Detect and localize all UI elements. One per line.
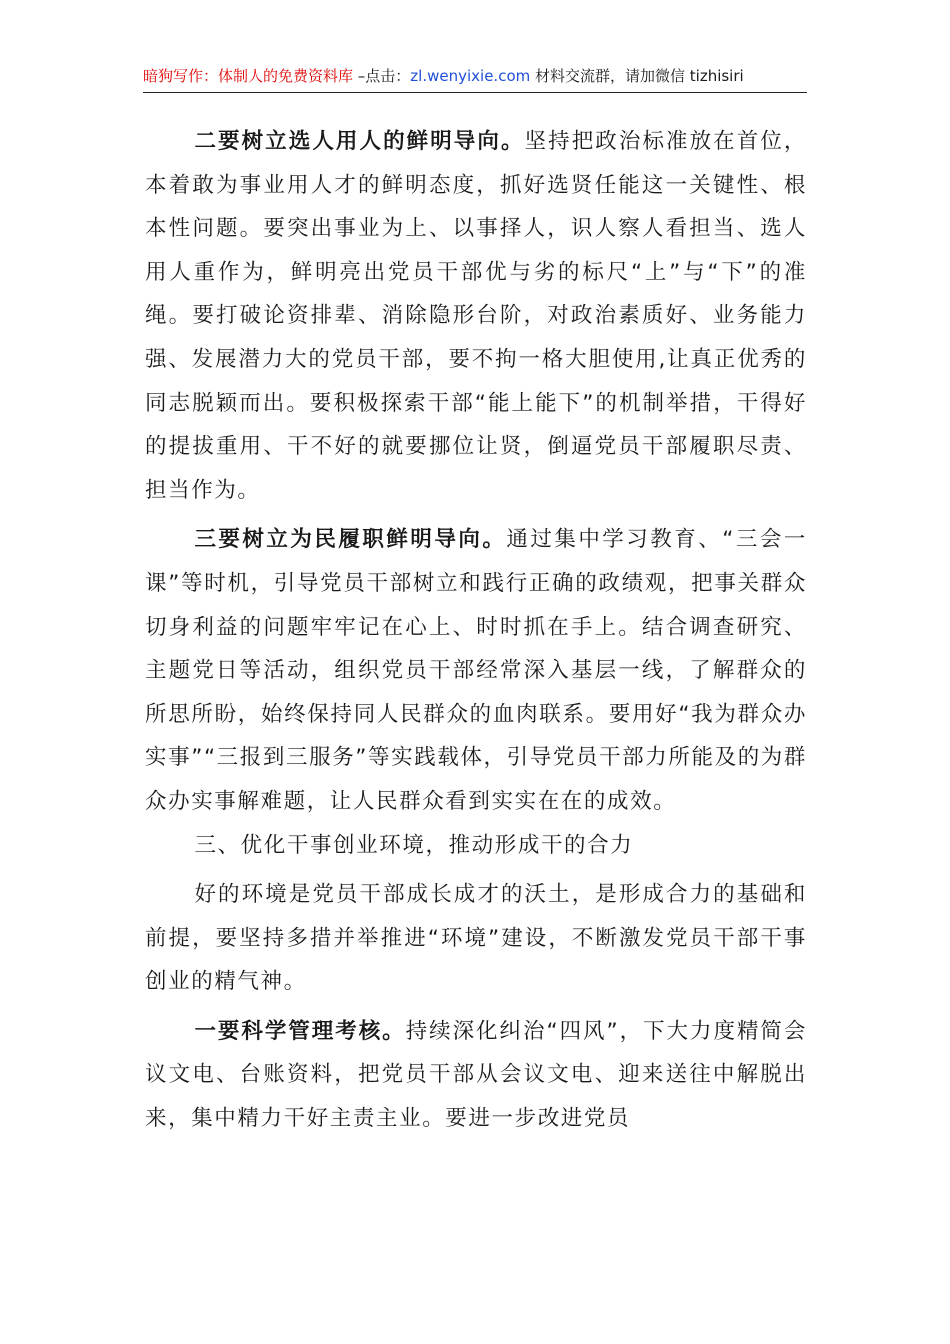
paragraph-text: 通过集中学习教育、“三会一课”等时机，引导党员干部树立和践行正确的政绩观，把事关群众切身利益的问题牢牢记在心上、时时抓在手上。结合调查研究、主题党日等活动，组织党员干部经常深入基层一线，了解群众的所思所盼，始终保持同人民群众的血肉联系。要用好“我为群众办实事”“三报到三服务”等实践载体，引导党员干部力所能及的为群众办实事解难题，让人民群众看到实实在在的成效。 — [145, 527, 807, 814]
document-body — [145, 120, 807, 1141]
header-contact: 材料交流群，请加微信 tizhisiri — [530, 67, 744, 85]
section-heading-text: 三、优化干事创业环境，推动形成干的合力 — [194, 832, 634, 858]
paragraph-intro — [145, 873, 807, 1004]
paragraph-text: 坚持把政治标准放在首位，本着敢为事业用人才的鲜明态度，抓好选贤任能这一关键性、根本性问题。要突出事业为上、以事择人，识人察人看担当、选人用人重作为，鲜明亮出党员干部优与劣的标尺“上”与“下”的准绳。要打破论资排辈、消除隐形台阶，对政治素质好、业务能力强、发展潜力大的党员干部，要不拘一格大胆使用,让真正优秀的同志脱颖而出。要积极探索干部“能上能下”的机制举措，干得好的提拔重用、干不好的就要挪位让贤，倒逼党员干部履职尽责、担当作为。 — [145, 129, 808, 503]
paragraph-text: 持续深化纠治“四风”，下大力度精简会议文电、台账资料，把党员干部从会议文电、迎来送往中解脱出来，集中精力干好主责主业。要进一步改进党员 — [145, 1018, 807, 1132]
header-click-prefix: –点击： — [353, 67, 411, 85]
header-brand: 暗狗写作：体制人的免费资料库 — [143, 67, 354, 85]
paragraph-1-management — [145, 1010, 807, 1141]
paragraph-text: 好的环境是党员干部成长成才的沃土，是形成合力的基础和前提，要坚持多措并举推进“环境”建设，不断激发党员干部干事创业的精气神。 — [145, 882, 807, 995]
header-url-link[interactable]: zl.wenyixie.com — [410, 67, 531, 85]
paragraph-3-service — [145, 518, 807, 823]
paragraph-lead: 一要科学管理考核。 — [194, 1018, 406, 1044]
paragraph-lead: 二要树立选人用人的鲜明导向。 — [194, 129, 525, 154]
paragraph-2-selection — [145, 120, 807, 512]
section-heading — [145, 824, 807, 868]
page-header — [143, 62, 807, 93]
paragraph-lead: 三要树立为民履职鲜明导向。 — [194, 527, 507, 553]
